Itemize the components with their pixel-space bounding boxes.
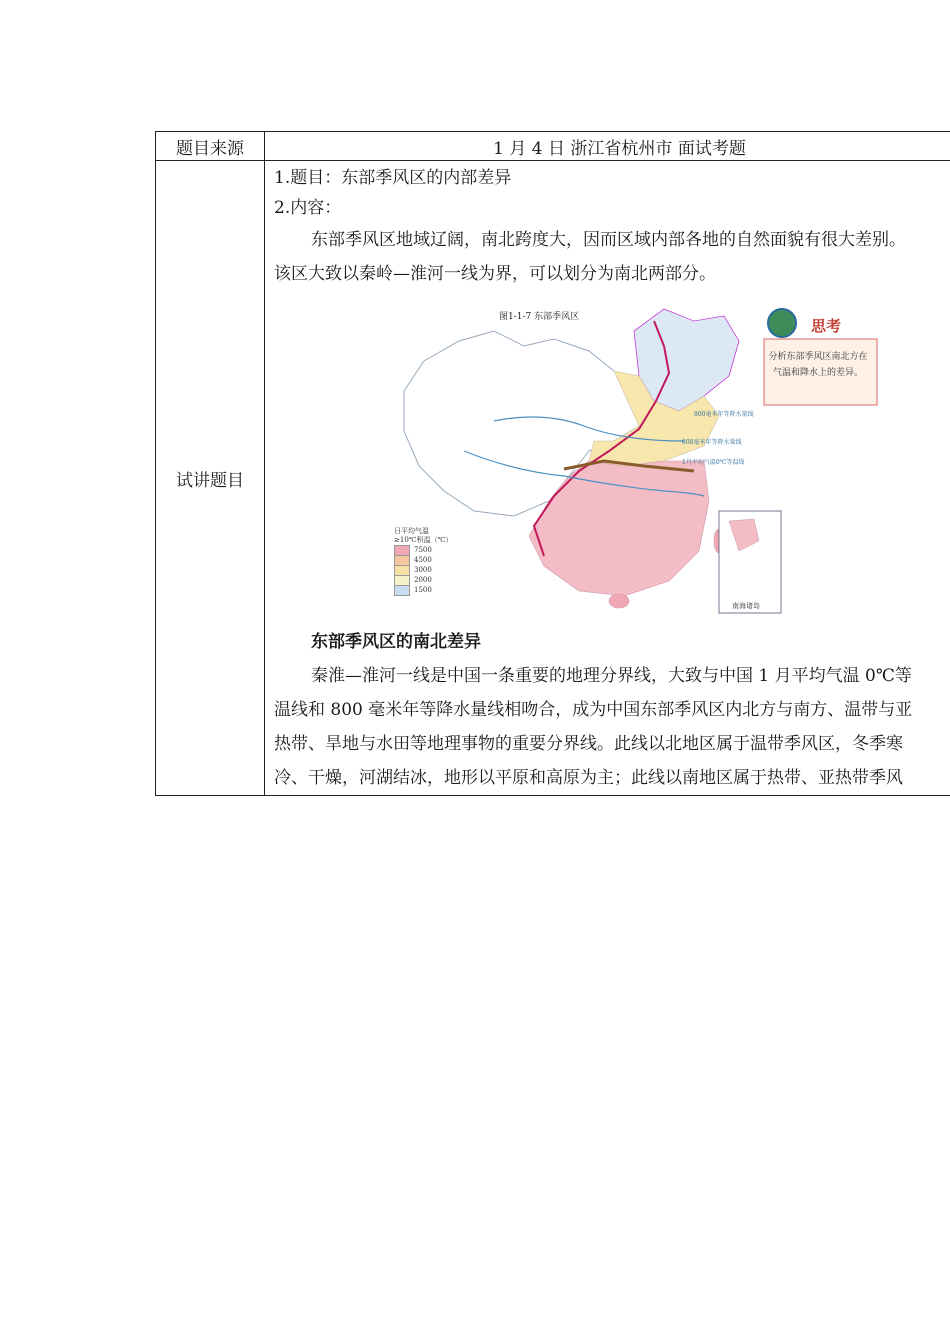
note-800-north: 800毫米年等降水量线 <box>694 411 754 418</box>
source-label: 题目来源 <box>156 132 265 161</box>
legend-label: 4500 <box>414 556 432 564</box>
think-title: 思考 <box>811 317 842 335</box>
figure-caption: 图1-1-7 东部季风区 <box>499 312 580 322</box>
document-table <box>155 131 950 796</box>
legend-label: 3000 <box>414 566 432 574</box>
map-legend <box>394 527 452 595</box>
legend-swatch <box>394 585 410 596</box>
legend-label: 1500 <box>414 586 432 594</box>
header-row <box>156 132 950 161</box>
content-row <box>156 161 950 796</box>
body-line-1: 秦淮—淮河一线是中国一条重要的地理分界线，大致与中国 1 月平均气温 0℃等 <box>311 666 912 686</box>
note-january-isotherm: 1月平均气温0℃等温线 <box>682 459 745 466</box>
topic-line: 1.题目：东部季风区的内部差异 <box>274 168 512 188</box>
legend-title-2: ≥10℃积温（℃） <box>394 536 453 544</box>
legend-label: 7500 <box>414 546 432 554</box>
think-text: 分析东部季风区南北方在气温和降水上的差异。 <box>768 352 868 378</box>
body-line-4: 冷、干燥，河湖结冰，地形以平原和高原为主；此线以南地区属于热带、亚热带季风 <box>274 768 903 788</box>
body-line-3: 热带、旱地与水田等地理事物的重要分界线。此线以北地区属于温带季风区，冬季寒 <box>274 734 903 754</box>
legend-item <box>394 575 452 585</box>
intro-line-1: 东部季风区地域辽阔，南北跨度大，因而区域内部各地的自然面貌有很大差别。 <box>311 230 906 250</box>
body-line-2: 温线和 800 毫米年等降水量线相吻合，成为中国东部季风区内北方与南方、温带与亚 <box>274 700 913 720</box>
content-line: 2.内容： <box>274 198 342 218</box>
think-box <box>759 309 877 407</box>
topic-label: 试讲题目 <box>156 161 265 796</box>
legend-label: 2000 <box>414 576 432 584</box>
legend-item <box>394 545 452 555</box>
inset-label: 南海诸岛 <box>732 602 760 610</box>
legend-item <box>394 555 452 565</box>
note-800-south: 800毫米年等降水量线 <box>682 439 742 446</box>
source-value: 1 月 4 日 浙江省杭州市 面试考题 <box>265 132 950 161</box>
section-subheading: 东部季风区的南北差异 <box>311 632 481 652</box>
legend-title-1: 日平均气温 <box>394 527 429 535</box>
monsoon-map-figure <box>364 301 884 619</box>
intro-line-2: 该区大致以秦岭—淮河一线为界，可以划分为南北两部分。 <box>274 264 716 284</box>
legend-item <box>394 585 452 595</box>
legend-item <box>394 565 452 575</box>
content-cell <box>265 161 950 796</box>
